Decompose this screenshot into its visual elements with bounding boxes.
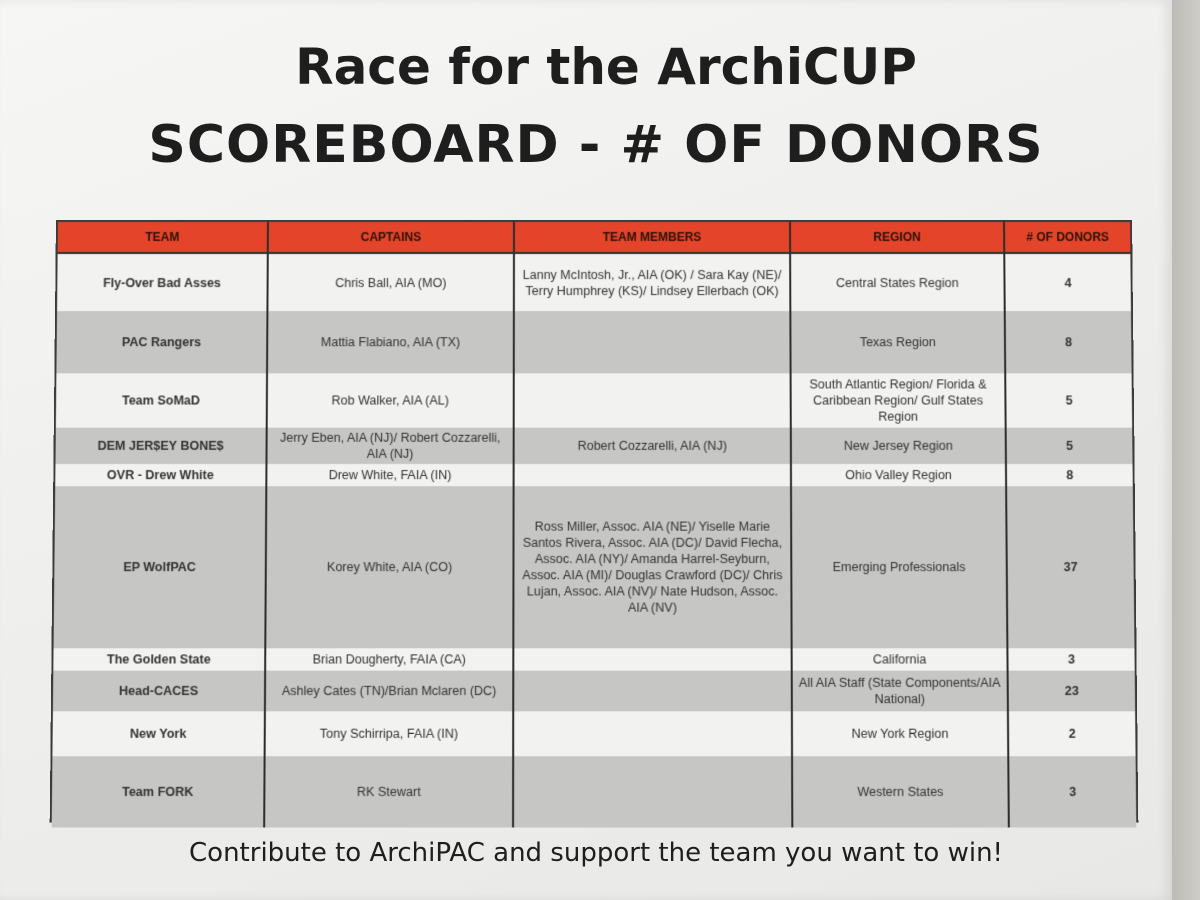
captains-cell: Tony Schirripa, FAIA (IN)	[265, 711, 514, 756]
footer-call-to-action: Contribute to ArchiPAC and support the team you want to win!	[189, 838, 1003, 868]
team-cell: Fly-Over Bad Asses	[57, 253, 268, 311]
table-row	[57, 253, 1131, 311]
team-cell: Head-CACES	[53, 671, 265, 712]
region-cell: California	[792, 648, 1008, 670]
members-cell: Ross Miller, Assoc. AIA (NE)/ Yiselle Marie Santos Rivera, Assoc. AIA (DC)/ David Flecha, Assoc. AIA (NY)/ Amanda Harrel-Seyburn, Assoc. AIA (MI)/ Douglas Crawford (DC)/ Chris Lujan, Assoc. AIA (NV)/ Nate Hudson, Assoc. AIA (NV)	[513, 486, 791, 648]
table-row	[52, 756, 1137, 828]
table-row	[52, 711, 1135, 756]
page-subtitle: SCOREBOARD - # OF DONORS	[148, 115, 1044, 175]
region-cell: South Atlantic Region/ Florida & Caribbean Region/ Gulf States Region	[791, 373, 1006, 427]
region-cell: Central States Region	[790, 253, 1005, 311]
region-cell: Texas Region	[790, 311, 1005, 373]
captains-cell: Korey White, AIA (CO)	[265, 486, 513, 648]
scoreboard-table	[52, 222, 1137, 828]
donors-cell: 4	[1004, 253, 1131, 311]
table-row	[56, 311, 1131, 373]
region-cell: New York Region	[792, 711, 1008, 756]
team-cell: PAC Rangers	[56, 311, 267, 373]
members-cell: Lanny McIntosh, Jr., AIA (OK) / Sara Kay (NE)/ Terry Humphrey (KS)/ Lindsey Ellerbach (OK)	[514, 253, 790, 311]
header-team-members: TEAM MEMBERS	[514, 222, 790, 253]
members-cell	[513, 756, 792, 828]
members-cell	[513, 648, 791, 670]
region-cell: Emerging Professionals	[791, 486, 1007, 648]
team-cell: OVR - Drew White	[55, 464, 266, 486]
donors-cell: 8	[1005, 311, 1132, 373]
table-row	[53, 648, 1134, 670]
members-cell	[514, 373, 791, 427]
header-captains: CAPTAINS	[268, 222, 514, 253]
header-region: REGION	[790, 222, 1004, 253]
captains-cell: Jerry Eben, AIA (NJ)/ Robert Cozzarelli, AIA (NJ)	[266, 428, 513, 464]
table-row	[56, 373, 1132, 427]
captains-cell: Ashley Cates (TN)/Brian Mclaren (DC)	[265, 671, 513, 712]
team-cell: New York	[52, 711, 264, 756]
members-cell	[514, 464, 791, 486]
region-cell: New Jersey Region	[791, 428, 1006, 464]
members-cell	[513, 671, 792, 712]
members-cell	[513, 711, 792, 756]
team-cell: Team FORK	[52, 756, 265, 828]
captains-cell: RK Stewart	[264, 756, 513, 828]
donors-cell: 23	[1008, 671, 1136, 712]
donors-cell: 5	[1005, 373, 1132, 427]
region-cell: Western States	[792, 756, 1009, 828]
captains-cell: Mattia Flabiano, AIA (TX)	[267, 311, 514, 373]
donors-cell: 37	[1006, 486, 1134, 648]
donors-cell: 3	[1008, 756, 1136, 828]
members-cell: Robert Cozzarelli, AIA (NJ)	[514, 428, 791, 464]
header-donors: # OF DONORS	[1004, 222, 1130, 253]
monitor-bezel-edge	[1172, 0, 1200, 900]
table-row	[55, 464, 1133, 486]
table-row	[54, 486, 1135, 648]
team-cell: Team SoMaD	[56, 373, 267, 427]
team-cell: EP WolfPAC	[54, 486, 267, 648]
members-cell	[514, 311, 791, 373]
donors-cell: 3	[1007, 648, 1134, 670]
team-cell: DEM JER$EY BONE$	[55, 428, 266, 464]
table-row	[55, 428, 1132, 464]
captains-cell: Chris Ball, AIA (MO)	[267, 253, 514, 311]
table-header-row	[58, 222, 1131, 253]
region-cell: All AIA Staff (State Components/AIA National)	[792, 671, 1008, 712]
captains-cell: Rob Walker, AIA (AL)	[267, 373, 514, 427]
page-title: Race for the ArchiCUP	[295, 38, 917, 96]
header-team: TEAM	[58, 222, 268, 253]
donors-cell: 5	[1006, 428, 1133, 464]
captains-cell: Drew White, FAIA (IN)	[266, 464, 513, 486]
donors-cell: 2	[1008, 711, 1136, 756]
donors-cell: 8	[1006, 464, 1133, 486]
table-row	[53, 671, 1135, 712]
region-cell: Ohio Valley Region	[791, 464, 1006, 486]
scoreboard-table-container	[50, 220, 1139, 823]
captains-cell: Brian Dougherty, FAIA (CA)	[265, 648, 513, 670]
team-cell: The Golden State	[53, 648, 265, 670]
